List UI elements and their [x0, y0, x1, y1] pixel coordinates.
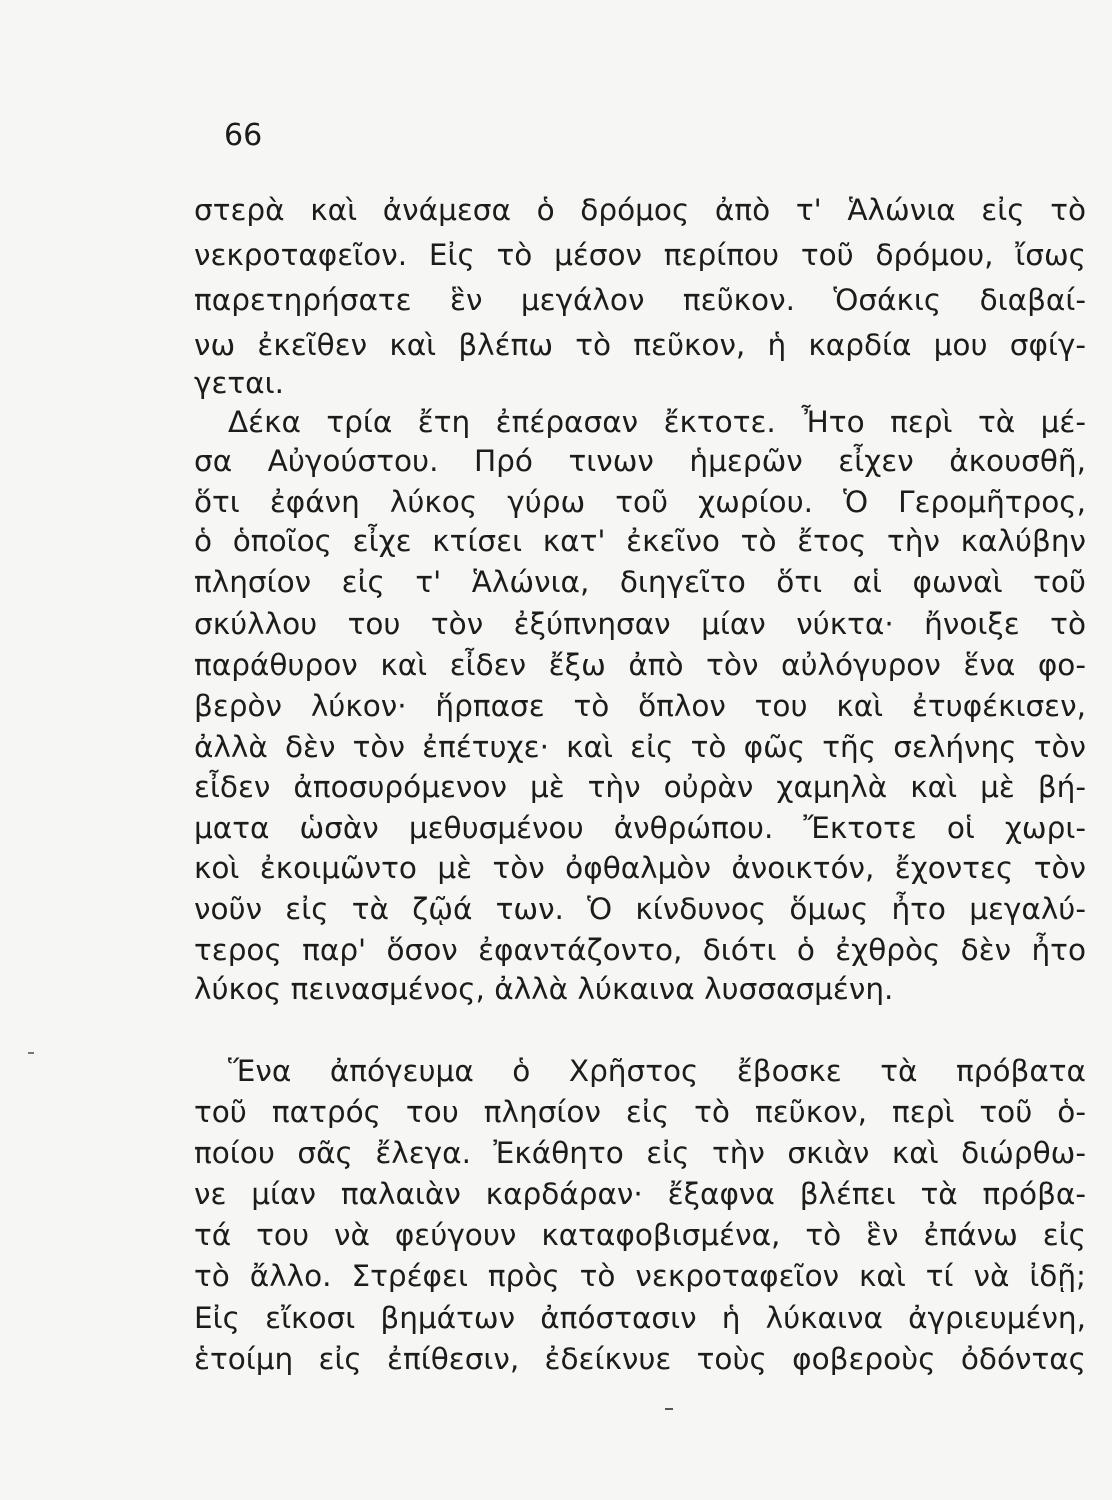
text-line: ἀλλὰ δὲν τὸν ἐπέτυχε· καὶ εἰς τὸ φῶς τῆς σελήνης τὸν	[194, 730, 1086, 764]
text-line: πλησίον εἰς τ' Ἁλώνια, διηγεῖτο ὅτι αἱ φωναὶ τοῦ	[194, 565, 1086, 599]
text-line: σα Αὐγούστου. Πρό τινων ἡμερῶν εἶχεν ἀκουσθῆ,	[194, 444, 1086, 478]
text-line: τοῦ πατρός του πλησίον εἰς τὸ πεῦκον, περὶ τοῦ ὁ-	[194, 1095, 1086, 1129]
text-line: ματα ὡσὰν μεθυσμένου ἀνθρώπου. Ἔκτοτε οἱ χωρι-	[194, 811, 1086, 845]
text-line: Δέκα τρία ἔτη ἐπέρασαν ἔκτοτε. Ἦτο περὶ τὰ μέ-	[228, 405, 1086, 439]
text-line: λύκος πεινασμένος, ἀλλὰ λύκαινα λυσσασμένη.	[194, 972, 894, 1006]
text-line: στερὰ καὶ ἀνάμεσα ὁ δρόμος ἀπὸ τ' Ἁλώνια εἰς τὸ	[194, 193, 1086, 227]
text-line: Ἕνα ἀπόγευμα ὁ Χρῆστος ἔβοσκε τὰ πρόβατα	[228, 1054, 1086, 1088]
text-line: ὁ ὁποῖος εἶχε κτίσει κατ' ἐκεῖνο τὸ ἔτος τὴν καλύβην	[194, 524, 1086, 558]
text-line: κοὶ ἐκοιμῶντο μὲ τὸν ὀφθαλμὸν ἀνοικτόν, ἔχοντες τὸν	[194, 851, 1086, 885]
text-line: τερος παρ' ὅσον ἐφαντάζοντο, διότι ὁ ἐχθρὸς δὲν ἦτο	[194, 933, 1086, 967]
text-line: νε μίαν παλαιὰν καρδάραν· ἔξαφνα βλέπει τὰ πρόβα-	[194, 1177, 1086, 1211]
text-line: νεκροταφεῖον. Εἰς τὸ μέσον περίπου τοῦ δρόμου, ἴσως	[194, 238, 1086, 272]
print-speck	[665, 1408, 673, 1410]
print-speck	[28, 1052, 34, 1054]
text-line: Εἰς εἴκοσι βημάτων ἀπόστασιν ἡ λύκαινα ἀγριευμένη,	[194, 1301, 1086, 1335]
text-line: εἶδεν ἀποσυρόμενον μὲ τὴν οὐρὰν χαμηλὰ καὶ μὲ βή-	[194, 770, 1086, 804]
text-line: τὸ ἄλλο. Στρέφει πρὸς τὸ νεκροταφεῖον καὶ τί νὰ ἰδῇ;	[194, 1259, 1086, 1293]
text-line: βερὸν λύκον· ἥρπασε τὸ ὅπλον του καὶ ἐτυφέκισεν,	[194, 689, 1086, 723]
text-line: τά του νὰ φεύγουν καταφοβισμένα, τὸ ἓν ἐπάνω εἰς	[194, 1218, 1086, 1252]
text-line: νω ἐκεῖθεν καὶ βλέπω τὸ πεῦκον, ἡ καρδία μου σφίγ-	[194, 328, 1086, 362]
text-line: νοῦν εἰς τὰ ζῷά των. Ὁ κίνδυνος ὅμως ἦτο μεγαλύ-	[194, 892, 1086, 926]
text-line: παράθυρον καὶ εἶδεν ἔξω ἀπὸ τὸν αὐλόγυρον ἕνα φο-	[194, 648, 1086, 682]
text-line: ὅτι ἐφάνη λύκος γύρω τοῦ χωρίου. Ὁ Γερομῆτρος,	[194, 485, 1086, 519]
text-line: γεται.	[194, 366, 284, 400]
text-line: ἑτοίμη εἰς ἐπίθεσιν, ἐδείκνυε τοὺς φοβεροὺς ὀδόντας	[194, 1342, 1086, 1376]
page-number: 66	[224, 118, 263, 153]
text-line: ποίου σᾶς ἔλεγα. Ἐκάθητο εἰς τὴν σκιὰν καὶ διώρθω-	[194, 1136, 1086, 1170]
text-line: παρετηρήσατε ἓν μεγάλον πεῦκον. Ὁσάκις διαβαί-	[194, 283, 1086, 317]
text-line: σκύλλου του τὸν ἐξύπνησαν μίαν νύκτα· ἤνοιξε τὸ	[194, 607, 1086, 641]
